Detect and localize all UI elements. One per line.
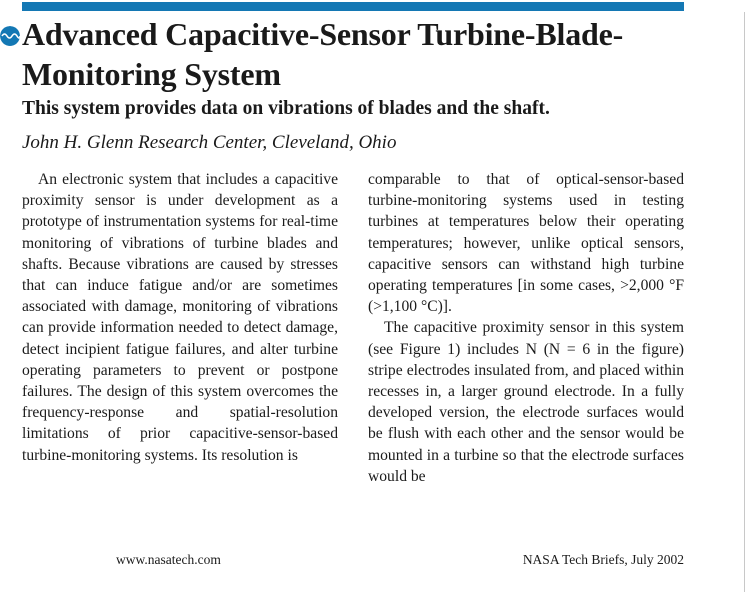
article-title: Advanced Capacitive-Sensor Turbine-Blade-Monitoring System	[22, 16, 624, 92]
wave-badge-icon	[0, 26, 20, 46]
footer-publication: NASA Tech Briefs, July 2002	[522, 552, 684, 567]
body-paragraph: An electronic system that includes a capacitive proximity sensor is under development as a prototype of instrumentation systems for real-time monitoring of vibrations of turbine blades and shafts. Because vibrations are caused by stresses that can induce fatigue and/or are sometimes associated with damage, monitoring of vibrations can provide information needed to detect damage, detect incipient fatigue failures, and alter turbine operating parameters to prevent or postpone failures. The design of this system overcomes the frequency-response and spatial-resolution limitations of prior capacitive-sensor-based turbine-monitoring systems. Its resolution is	[22, 171, 338, 464]
affiliation: John H. Glenn Research Center, Cleveland, Ohio	[22, 132, 397, 153]
left-column	[22, 169, 338, 466]
right-column	[368, 169, 684, 487]
page-edge-line	[744, 12, 745, 592]
header-accent-bar	[22, 2, 684, 11]
body-paragraph: The capacitive proximity sensor in this system (see Figure 1) includes N (N = 6 in the figure) stripe electrodes insulated from, and placed within recesses in, a larger ground electrode. In a fully developed version, the electrode surfaces would be flush with each other and the sensor would be mounted in a turbine so that the electrode surfaces would be	[368, 319, 684, 485]
footer-website: www.nasatech.com	[116, 552, 221, 567]
body-paragraph-continued: comparable to that of optical-sensor-based turbine-monitoring systems used in testing turbines at temperatures below their operating temperatures; however, unlike optical sensors, capacitive sensors can withstand high turbine operating temperatures [in some cases, >2,000 °F (>1,100 °C)].	[368, 171, 684, 316]
article-subtitle: This system provides data on vibrations of blades and the shaft.	[22, 98, 550, 119]
